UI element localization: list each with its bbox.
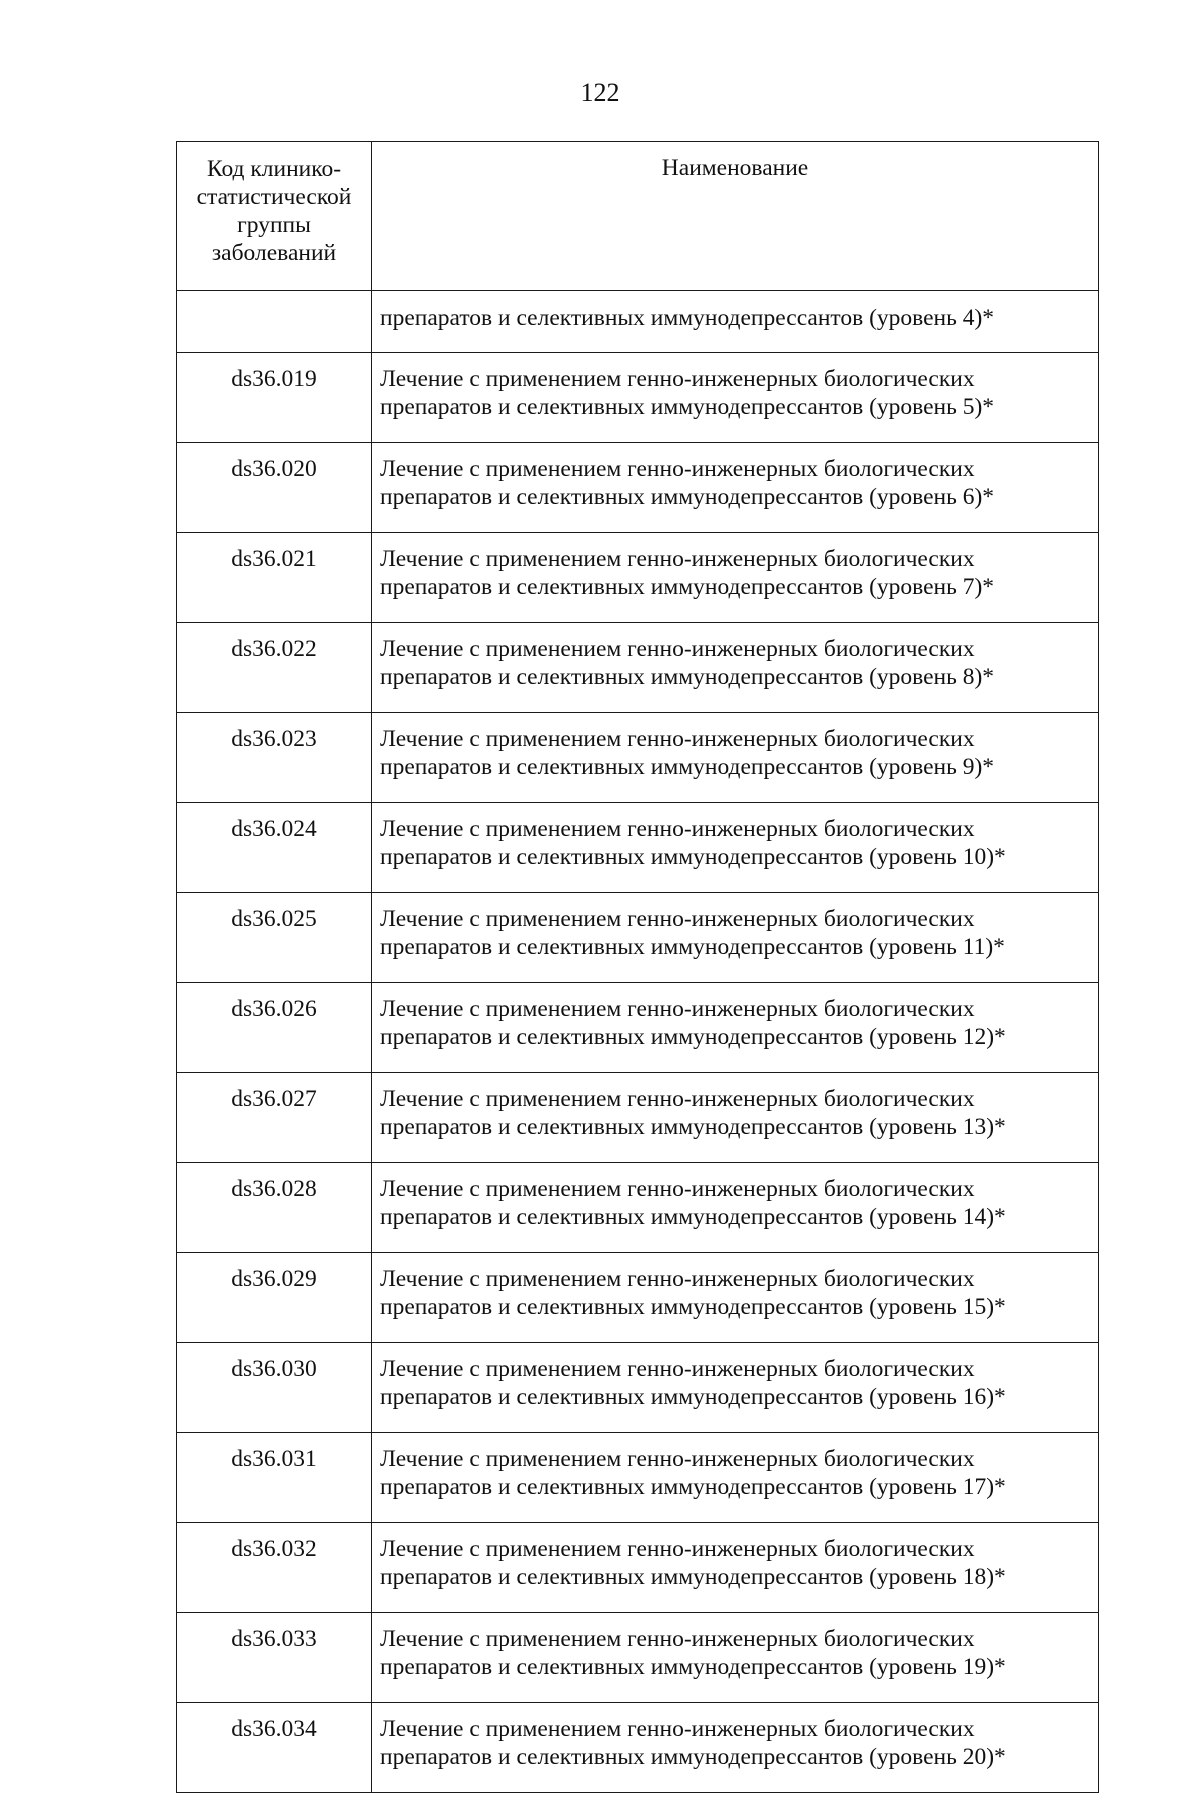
header-code-line: статистической [196,184,352,210]
row-name-line: препаратов и селективных иммунодепрессантов (уровень 9)* [380,754,995,780]
row-code: ds36.022 [177,623,372,713]
row-name-line: препаратов и селективных иммунодепрессантов (уровень 16)* [380,1384,1006,1410]
row-name-line: Лечение с применением генно-инженерных биологических [380,1266,975,1292]
row-name-line: Лечение с применением генно-инженерных биологических [380,546,975,572]
row-name-line: Лечение с применением генно-инженерных биологических [380,1716,975,1742]
row-name-line: препаратов и селективных иммунодепрессантов (уровень 14)* [380,1204,1006,1230]
row-code: ds36.031 [177,1433,372,1523]
row-name [372,893,1099,983]
row-code: ds36.021 [177,533,372,623]
table-row [177,893,1099,983]
table-header [177,142,1099,291]
table-row [177,1433,1099,1523]
table-row [177,1703,1099,1793]
table-row [177,713,1099,803]
table-row [177,443,1099,533]
row-code: ds36.023 [177,713,372,803]
row-name [372,1523,1099,1613]
row-code: ds36.026 [177,983,372,1073]
row-name-line: препаратов и селективных иммунодепрессантов (уровень 18)* [380,1564,1006,1590]
row-name-line: Лечение с применением генно-инженерных биологических [380,1086,975,1112]
table-row [177,353,1099,443]
row-code: ds36.033 [177,1613,372,1703]
row-code: ds36.019 [177,353,372,443]
row-name-line: препаратов и селективных иммунодепрессантов (уровень 11)* [380,934,1005,960]
row-name-line: препаратов и селективных иммунодепрессантов (уровень 7)* [380,574,995,600]
table-row [177,1343,1099,1433]
row-name [372,713,1099,803]
row-name-line: препаратов и селективных иммунодепрессантов (уровень 10)* [380,844,1006,870]
row-name [372,443,1099,533]
row-code: ds36.024 [177,803,372,893]
row-name [372,1073,1099,1163]
row-name-line: препаратов и селективных иммунодепрессантов (уровень 19)* [380,1654,1006,1680]
row-code: ds36.030 [177,1343,372,1433]
header-code-line: Код клинико- [206,156,342,182]
row-name-line: препаратов и селективных иммунодепрессантов (уровень 8)* [380,664,995,690]
kks-table [176,141,1099,1793]
table-row [177,983,1099,1073]
row-code: ds36.027 [177,1073,372,1163]
header-code-line: группы [237,212,311,238]
row-name [372,1253,1099,1343]
row-code [177,291,372,353]
table-row [177,803,1099,893]
row-name [372,1163,1099,1253]
row-name-line: Лечение с применением генно-инженерных биологических [380,1626,975,1652]
row-code: ds36.032 [177,1523,372,1613]
header-name: Наименование [372,142,1099,291]
row-name: препаратов и селективных иммунодепрессантов (уровень 4)* [372,291,1099,353]
row-name [372,1613,1099,1703]
row-name-line: Лечение с применением генно-инженерных биологических [380,1446,975,1472]
row-name [372,1343,1099,1433]
row-name-line: Лечение с применением генно-инженерных биологических [380,906,975,932]
row-name [372,803,1099,893]
row-name-line: Лечение с применением генно-инженерных биологических [380,816,975,842]
row-code: ds36.025 [177,893,372,983]
row-name-line: Лечение с применением генно-инженерных биологических [380,636,975,662]
row-code: ds36.029 [177,1253,372,1343]
table-row-continuation [177,291,1099,353]
table-row [177,1163,1099,1253]
row-name [372,1703,1099,1793]
row-name-line: Лечение с применением генно-инженерных биологических [380,366,975,392]
row-name-line: Лечение с применением генно-инженерных биологических [380,1536,975,1562]
table-row [177,533,1099,623]
row-code: ds36.020 [177,443,372,533]
row-name-line: препаратов и селективных иммунодепрессантов (уровень 17)* [380,1474,1006,1500]
row-name [372,1433,1099,1523]
row-code: ds36.034 [177,1703,372,1793]
table-row [177,623,1099,713]
header-code [177,142,372,291]
row-name-line: Лечение с применением генно-инженерных биологических [380,996,975,1022]
row-name-line: препаратов и селективных иммунодепрессантов (уровень 15)* [380,1294,1006,1320]
row-name [372,353,1099,443]
page-number: 122 [580,78,620,107]
row-name [372,533,1099,623]
row-name-line: препаратов и селективных иммунодепрессантов (уровень 6)* [380,484,995,510]
table-row [177,1613,1099,1703]
row-name-line: препаратов и селективных иммунодепрессантов (уровень 13)* [380,1114,1006,1140]
row-name-line: Лечение с применением генно-инженерных биологических [380,456,975,482]
row-code: ds36.028 [177,1163,372,1253]
row-name-line: Лечение с применением генно-инженерных биологических [380,1356,975,1382]
table-row [177,1073,1099,1163]
row-name [372,983,1099,1073]
table-body [177,291,1099,1793]
header-code-line: заболеваний [211,240,337,266]
row-name-line: препаратов и селективных иммунодепрессантов (уровень 12)* [380,1024,1006,1050]
table-row [177,1253,1099,1343]
table-row [177,1523,1099,1613]
header-row [177,142,1099,291]
row-name-line: препаратов и селективных иммунодепрессантов (уровень 20)* [380,1744,1006,1770]
row-name-line: препаратов и селективных иммунодепрессантов (уровень 5)* [380,394,995,420]
row-name [372,623,1099,713]
row-name-line: Лечение с применением генно-инженерных биологических [380,1176,975,1202]
row-name-line: Лечение с применением генно-инженерных биологических [380,726,975,752]
